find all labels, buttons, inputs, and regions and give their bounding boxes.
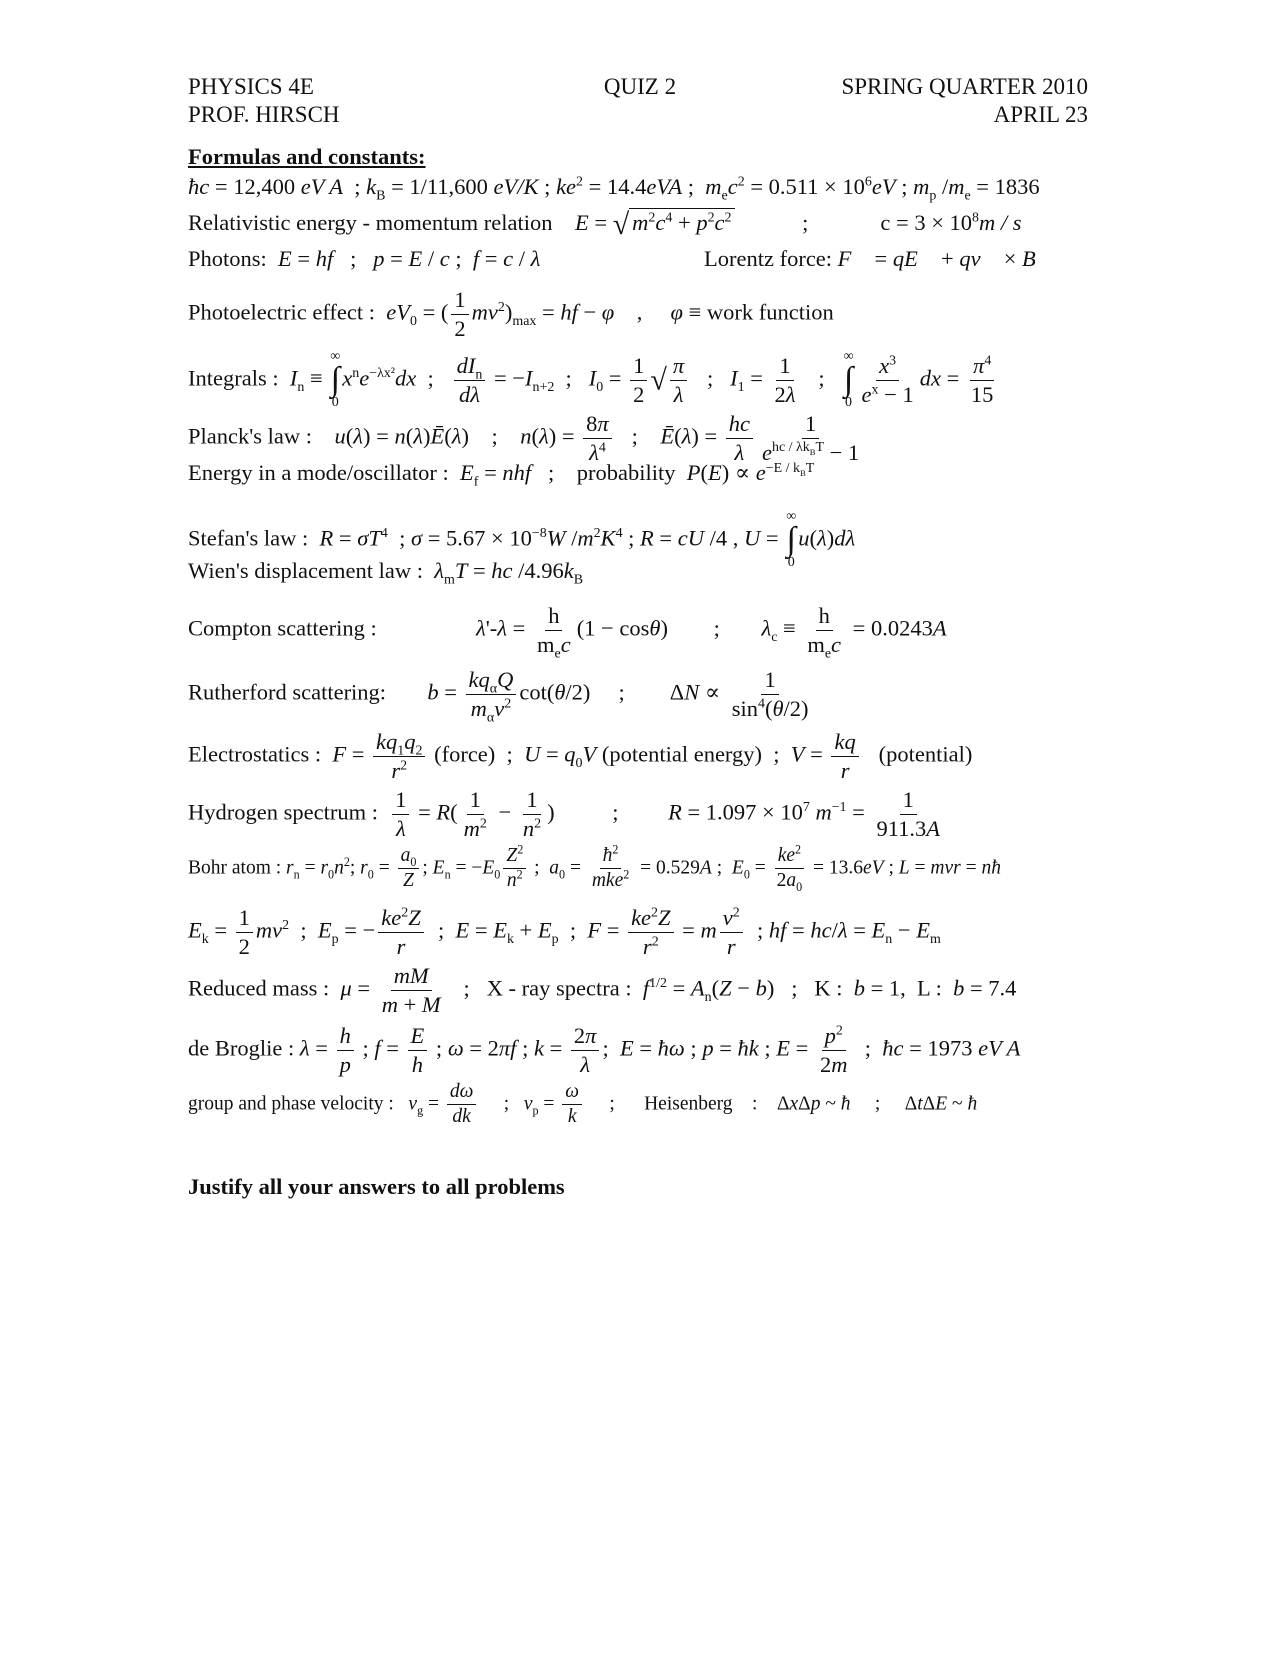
hydrogen-line: Hydrogen spectrum : $\frac{1}{\lambda}$ = R( $\frac{1}{m^2}$ − $\frac{1}{n^2}$ ) ; $R = 1.097 \times 10^7$ $m^{-1}$ = $\frac{1}{911.3A}$	[188, 787, 941, 841]
rutherford-label: Rutherford scattering:	[188, 679, 387, 705]
professor: PROF. HIRSCH	[188, 102, 340, 127]
potential-energy-label: (potential energy)	[601, 741, 763, 767]
relativistic-label: Relativistic energy - momentum relation	[188, 210, 553, 235]
stefan-label: Stefan's law :	[188, 525, 309, 551]
wien-label: Wien's displacement law :	[188, 558, 423, 583]
energy-mode-label: Energy in a mode/oscillator :	[188, 460, 449, 485]
force-label: (force)	[434, 741, 496, 767]
stefan-line: Stefan's law : $R = \sigma T^4$ ; $\sigma = 5.67 \times 10^{-8}W$ $/m^2K^4$ ; R = cU /4 , U = ∞ ∫ 0 u(λ)dλ	[188, 509, 856, 571]
de-broglie-label: de Broglie :	[188, 1035, 295, 1061]
relativistic-line: Relativistic energy - momentum relation E = √ $m^2c^4 + p^2c^2$ ; $c = 3 \times 10^8m / s$	[188, 208, 1022, 241]
electrostatics-label: Electrostatics :	[188, 741, 322, 767]
photons-label: Photons:	[188, 246, 267, 271]
velocity-line: group and phase velocity : $v_g$ = $\frac{d\omega}{dk}$ ; $v_p$ = $\frac{\omega}{k}$ ; Heisenberg : ΔxΔp ~ ħ ; ΔtΔE ~ ħ	[188, 1081, 978, 1128]
group-phase-label: group and phase velocity :	[188, 1093, 394, 1115]
instruction: Justify all your answers to all problems	[188, 1174, 565, 1199]
lorentz-line: Lorentz force: F⃗ = qE⃗ + qv⃗ × B⃗	[704, 246, 1054, 271]
probability-label: probability	[576, 460, 676, 485]
work-function-label: work function	[706, 299, 834, 325]
constants-line: ħc = 12,400 eV A ; $k_B = 1/11,600$ eV/K ; $ke^2 = 14.4eVA$ ; $m_ec^2 = 0.511 \times 10^6eV$ ; $m_p$ $/m_e = 1836$	[188, 174, 1040, 204]
planck-label: Planck's law :	[188, 423, 313, 449]
photoelectric-line: Photoelectric effect : $eV_0$ = ( $\frac{1}{2}$ $mv^2)_{max}$ = hf − φ , φ ≡ work function	[188, 287, 834, 341]
integrals-line: Integrals : $I_n$ ≡ ∞ ∫ 0 $x^ne^{-\lambda x^2}dx$ ; $\frac{dI_n}{d\lambda}$ = $-I_{n+2}$ ; $I_0$ = $\frac{1}{2}$ √ $\frac{\pi}{\lambda}$ ; $I_1$ = $\frac{1}{2\lambda}$ ; ∞ ∫ 0 $\frac{x^3}{e^x - 1}$ dx = $\frac{\pi^4}{15}$	[188, 349, 994, 411]
bohr-label: Bohr atom :	[188, 857, 282, 879]
bohr-energy-line: $E_k$ = $\frac{1}{2}$ $mv^2$ ; $E_p$ = − $\frac{ke^2Z}{r}$ ; $E = E_k + E_p$ ; F = $\frac{ke^2Z}{r^2}$ = m $\frac{v^2}{r}$ ; hf = $hc/\lambda = E_n - E_m$	[188, 905, 941, 959]
photoelectric-label: Photoelectric effect :	[188, 299, 375, 325]
course-title: PHYSICS 4E	[188, 74, 314, 99]
compton-label: Compton scattering :	[188, 615, 377, 641]
formulas-heading: Formulas and constants:	[188, 144, 426, 169]
photons-line: Photons: E = hf ; p = E / c ; f = c / λ	[188, 246, 541, 271]
bohr-line: Bohr atom : $r_n = r_0n^2$; $r_0$ = $\frac{a_0}{Z}$ ; $E_n = -E_0$ $\frac{Z^2}{n^2}$ ; $a_0$ = $\frac{ħ^2}{mke^2}$ = 0.529A ; $E_0$ = $\frac{ke^2}{2a_0}$ = 13.6eV ; L = mvr = nħ	[188, 842, 1001, 895]
reduced-mass-label: Reduced mass :	[188, 975, 330, 1001]
electrostatics-line: Electrostatics : F = $\frac{kq_1q_2}{r^2}$ (force) ; $U = q_0V$ (potential energy) ; V = $\frac{kq}{r}$ (potential)	[188, 729, 973, 783]
term: SPRING QUARTER 2010	[841, 74, 1088, 99]
compton-line: Compton scattering : λ'-λ = $\frac{h}{m_ec}$ (1 − cosθ) ; $\lambda_c$ ≡ $\frac{h}{m_ec}$ = 0.0243A	[188, 603, 947, 662]
integrals-label: Integrals :	[188, 365, 279, 391]
reduced-mass-line: Reduced mass : μ = $\frac{mM}{m + M}$ ; X - ray spectra : $f^{1/2} = A_n(Z - b)$ ; K : b = 1, L : b = 7.4	[188, 963, 1017, 1017]
energy-mode-line: Energy in a mode/oscillator : $E_f$ = nhf ; probability $P(E) \propto e^{-E / k_BT}$	[188, 460, 815, 490]
xray-label: X - ray spectra :	[486, 975, 632, 1001]
lorentz-label: Lorentz force:	[704, 246, 833, 271]
potential-label: (potential)	[878, 741, 973, 767]
wien-line: Wien's displacement law : $\lambda_mT$ = hc $/4.96k_B$	[188, 558, 584, 588]
rutherford-line: Rutherford scattering: b = $\frac{kq_\alpha Q}{m_\alpha v^2}$ cot(θ/2) ; ΔN ∝ $\frac{1}{\sin^4(\theta/2)}$	[188, 667, 809, 726]
quiz-title: QUIZ 2	[603, 74, 677, 99]
date: APRIL 23	[993, 102, 1088, 127]
hydrogen-label: Hydrogen spectrum :	[188, 799, 378, 825]
heisenberg-label: Heisenberg	[644, 1093, 733, 1115]
planck-line: Planck's law : u(λ) = n(λ)Ē(λ) ; n(λ) = $\frac{8\pi}{\lambda^4}$ ; Ē(λ) = $\frac{hc}{\lambda}$ $\frac{1}{e^{hc / \lambda k_BT} - 1}$	[188, 411, 860, 465]
de-broglie-line: de Broglie : λ = $\frac{h}{p}$ ; f = $\frac{E}{h}$ ; ω = 2πf ; k = $\frac{2\pi}{\lambda}$ ; E = ħω ; p = ħk ; E = $\frac{p^2}{2m}$ ; ħc = 1973 eV A	[188, 1023, 1021, 1077]
